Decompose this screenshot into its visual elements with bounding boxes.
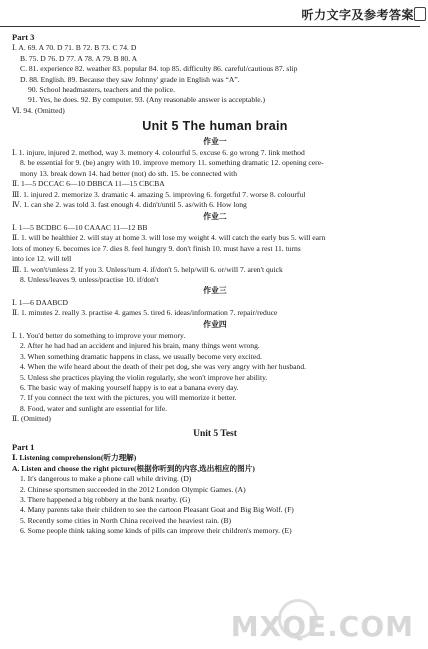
answer-line: Ⅰ. A. 69. A 70. D 71. B 72. B 73. C 74. D bbox=[12, 43, 137, 53]
part3-title: Part 3 bbox=[12, 32, 35, 42]
watermark-logo bbox=[230, 595, 422, 647]
answer-line: 1. It's dangerous to make a phone call while driving. (D) bbox=[20, 474, 192, 484]
part1-title: Part 1 bbox=[12, 442, 35, 453]
header-divider bbox=[0, 26, 420, 27]
answer-line: 8. Food, water and sunlight are essential for life. bbox=[20, 403, 167, 413]
listening-heading: Ⅰ. Listening comprehension(听力理解) bbox=[12, 453, 137, 463]
answer-line: 5. Recently some cities in North China received the heaviest rain. (B) bbox=[20, 515, 232, 525]
header-title: 听力文字及参考答案 bbox=[301, 8, 414, 22]
page-header bbox=[0, 0, 428, 26]
section-a-heading: A. Listen and choose the right picture(根据你听到的内容,选出相应的图片) bbox=[12, 463, 255, 473]
answer-line: 3. When something dramatic happens in class, we usually become very excited. bbox=[20, 351, 262, 361]
answer-line: 4. When the wife heard about the death of their pet dog, she was very angry with her husband. bbox=[20, 362, 307, 372]
answer-line: Ⅲ. 1. injured 2. memorize 3. dramatic 4. amazing 5. improving 6. forgetful 7. worse 8. colourful bbox=[12, 189, 306, 199]
answer-line: 3. There happened a big robbery at the bank nearby. (G) bbox=[20, 495, 191, 505]
section-heading: 作业二 bbox=[203, 211, 227, 221]
section-heading: 作业四 bbox=[203, 319, 227, 329]
answer-line: 6. The basic way of making yourself happy is to eat a banana every day. bbox=[20, 383, 239, 392]
answer-line: Ⅵ. 94. (Omitted) bbox=[12, 105, 65, 115]
answer-line: mony 13. break down 14. had better (not) do sth. 15. be connected with bbox=[20, 168, 238, 178]
answer-line: Ⅱ. 1. minutes 2. really 3. practise 4. games 5. tired 6. ideas/information 7. repair/reduce bbox=[12, 308, 278, 318]
answer-line: Ⅰ. 1—6 DAABCD bbox=[12, 297, 68, 307]
answer-line: 91. Yes, he does. 92. By computer. 93. (Any reasonable answer is acceptable.) bbox=[28, 95, 266, 105]
section-heading: 作业三 bbox=[203, 286, 227, 296]
unit-title: Unit 5 The human brain bbox=[142, 119, 288, 134]
answer-line: 5. Unless she practices playing the violin regularly, she won't improve her ability. bbox=[20, 372, 268, 382]
answer-line: 8. be essential for 9. (be) angry with 10. improve memory 11. something dramatic 12. opening cere- bbox=[20, 158, 324, 168]
answer-line: lots of money 6. becomes ice 7. dies 8. feel hungry 9. don't finish 10. must have a rest 11. turns bbox=[12, 243, 301, 253]
answer-line: 6. Some people think taking some kinds of pills can improve their children's memory. (E) bbox=[20, 526, 292, 536]
answer-line: 7. If you connect the text with the pictures, you will memorize it better. bbox=[20, 393, 237, 403]
answer-line: 2. After he had had an accident and injured his brain, many things went wrong. bbox=[20, 341, 260, 351]
answer-line: 8. Unless/leaves 9. unless/practise 10. if/don't bbox=[20, 274, 159, 284]
answer-line: C. 81. experience 82. weather 83. popular 84. top 85. difficulty 86. careful/cautious 87. slip bbox=[20, 64, 298, 74]
answer-content bbox=[12, 30, 418, 537]
answer-line: Ⅱ. (Omitted) bbox=[12, 414, 51, 424]
answer-line: Ⅱ. 1—5 DCCAC 6—10 DBBCA 11—15 CBCBA bbox=[12, 179, 165, 189]
answer-line: 90. School headmasters, teachers and the police. bbox=[28, 85, 175, 95]
answer-line: Ⅰ. 1—5 BCDBC 6—10 CAAAC 11—12 BB bbox=[12, 222, 148, 232]
answer-line: Ⅰ. 1. You'd better do something to improve your memory. bbox=[12, 330, 186, 340]
section-heading: 作业一 bbox=[203, 136, 227, 146]
answer-line: Ⅳ. 1. can she 2. was told 3. fast enough 4. didn't/until 5. as/with 6. How long bbox=[12, 200, 247, 210]
answer-line: D. 88. English. 89. Because they saw Johnny' grade in English was “A”. bbox=[20, 74, 240, 84]
watermark-text: MXQE.COM bbox=[230, 610, 414, 643]
answer-line: 4. Many parents take their children to see the cartoon Pleasant Goat and Big Big Wolf. (F) bbox=[20, 505, 294, 515]
answer-line: into ice 12. will tell bbox=[12, 254, 72, 264]
answer-line: Ⅰ. 1. injure, injured 2. method, way 3. memory 4. colourful 5. excuse 6. go wrong 7. link method bbox=[12, 148, 305, 158]
book-icon bbox=[414, 7, 426, 21]
answer-line: Ⅲ. 1. won't/unless 2. If you 3. Unless/turn 4. if/don't 5. help/will 6. or/will 7. aren't quick bbox=[12, 264, 283, 274]
answer-line: B. 75. D 76. D 77. A 78. A 79. B 80. A bbox=[20, 53, 138, 63]
answer-line: 2. Chinese sportsmen succeeded in the 2012 London Olympic Games. (A) bbox=[20, 484, 246, 494]
answer-line: Ⅱ. 1. will be healthier 2. will stay at home 3. will lose my weight 4. will catch the early bus 5. will earn bbox=[12, 233, 326, 243]
unit-test-title: Unit 5 Test bbox=[193, 428, 237, 439]
